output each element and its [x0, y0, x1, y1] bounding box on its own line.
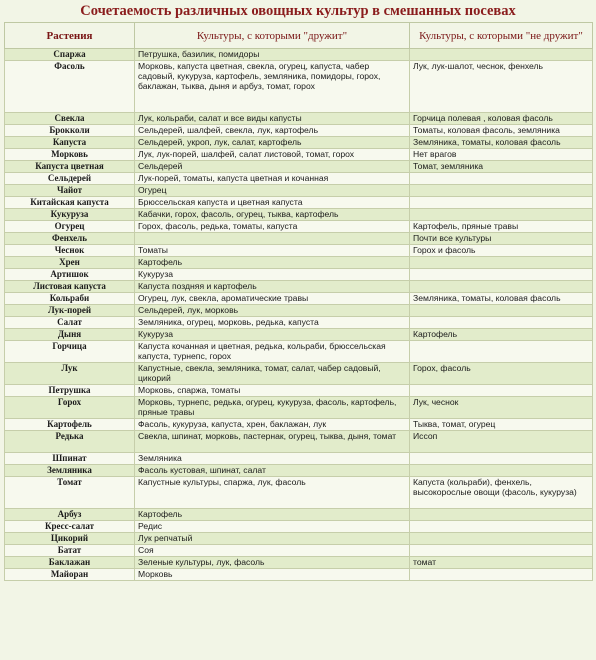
- friends-cell: Картофель: [135, 257, 410, 269]
- enemies-cell: [410, 453, 593, 465]
- friends-cell: Горох, фасоль, редька, томаты, капуста: [135, 221, 410, 233]
- table-row: [5, 453, 593, 465]
- friends-cell: Сельдерей, шалфей, свекла, лук, картофель: [135, 125, 410, 137]
- enemies-cell: Лук, чеснок: [410, 397, 593, 419]
- enemies-cell: Горчица полевая , коловая фасоль: [410, 113, 593, 125]
- plant-cell: Чайот: [5, 185, 135, 197]
- plant-cell: Капуста цветная: [5, 161, 135, 173]
- enemies-cell: Иссоп: [410, 431, 593, 453]
- enemies-cell: [410, 385, 593, 397]
- friends-cell: Морковь, спаржа, томаты: [135, 385, 410, 397]
- friends-cell: Морковь: [135, 569, 410, 581]
- friends-cell: Земляника, огурец, морковь, редька, капуста: [135, 317, 410, 329]
- plant-cell: Сельдерей: [5, 173, 135, 185]
- table-row: [5, 569, 593, 581]
- friends-cell: Сельдерей, укроп, лук, салат, картофель: [135, 137, 410, 149]
- compatibility-table: [4, 22, 593, 581]
- friends-cell: Огурец: [135, 185, 410, 197]
- table-row: [5, 137, 593, 149]
- plant-cell: Кукуруза: [5, 209, 135, 221]
- plant-cell: Лук-порей: [5, 305, 135, 317]
- plant-cell: Батат: [5, 545, 135, 557]
- plant-cell: Майоран: [5, 569, 135, 581]
- plant-cell: Кольраби: [5, 293, 135, 305]
- table-row: [5, 293, 593, 305]
- plant-cell: Салат: [5, 317, 135, 329]
- plant-cell: Томат: [5, 477, 135, 509]
- friends-cell: Фасоль кустовая, шпинат, салат: [135, 465, 410, 477]
- table-row: [5, 521, 593, 533]
- plant-cell: Морковь: [5, 149, 135, 161]
- table-row: [5, 61, 593, 113]
- enemies-cell: [410, 281, 593, 293]
- enemies-cell: [410, 521, 593, 533]
- plant-cell: Дыня: [5, 329, 135, 341]
- enemies-cell: [410, 257, 593, 269]
- table-row: [5, 233, 593, 245]
- enemies-cell: [410, 545, 593, 557]
- friends-cell: Морковь, капуста цветная, свекла, огурец, капуста, чабер садовый, кукуруза, картофель, земляника, помидоры, горох, баклажан, тыква, дыня и арбуз, томат, горох: [135, 61, 410, 113]
- enemies-cell: Томат, земляника: [410, 161, 593, 173]
- plant-cell: Картофель: [5, 419, 135, 431]
- enemies-cell: Тыква, томат, огурец: [410, 419, 593, 431]
- table-row: [5, 113, 593, 125]
- plant-cell: Лук: [5, 363, 135, 385]
- table-row: [5, 465, 593, 477]
- plant-cell: Петрушка: [5, 385, 135, 397]
- friends-cell: Лук, лук-порей, шалфей, салат листовой, томат, горох: [135, 149, 410, 161]
- enemies-cell: Нет врагов: [410, 149, 593, 161]
- enemies-cell: Капуста (кольраби), фенхель, высокорослые овощи (фасоль, кукуруза): [410, 477, 593, 509]
- friends-cell: Сельдерей: [135, 161, 410, 173]
- page-title: Сочетаемость различных овощных культур в смешанных посевах: [80, 3, 516, 19]
- friends-cell: Свекла, шпинат, морковь, пастернак, огурец, тыква, дыня, томат: [135, 431, 410, 453]
- plant-cell: Баклажан: [5, 557, 135, 569]
- table-row: [5, 305, 593, 317]
- plant-cell: Шпинат: [5, 453, 135, 465]
- plant-cell: Фенхель: [5, 233, 135, 245]
- table-row: [5, 221, 593, 233]
- friends-cell: Морковь, турнепс, редька, огурец, кукуруза, фасоль, картофель, пряные травы: [135, 397, 410, 419]
- enemies-cell: [410, 465, 593, 477]
- plant-cell: Горох: [5, 397, 135, 419]
- plant-cell: Артишок: [5, 269, 135, 281]
- plant-cell: Земляника: [5, 465, 135, 477]
- friends-cell: Кабачки, горох, фасоль, огурец, тыква, картофель: [135, 209, 410, 221]
- friends-cell: Кукуруза: [135, 329, 410, 341]
- header-enemies: Культуры, с которыми "не дружит": [410, 23, 593, 49]
- friends-cell: Зеленые культуры, лук, фасоль: [135, 557, 410, 569]
- table-row: [5, 49, 593, 61]
- enemies-cell: [410, 173, 593, 185]
- table-row: [5, 419, 593, 431]
- friends-cell: Кукуруза: [135, 269, 410, 281]
- friends-cell: Лук-порей, томаты, капуста цветная и кочанная: [135, 173, 410, 185]
- table-row: [5, 125, 593, 137]
- enemies-cell: Земляника, томаты, коловая фасоль: [410, 137, 593, 149]
- plant-cell: Редька: [5, 431, 135, 453]
- friends-cell: Петрушка, базилик, помидоры: [135, 49, 410, 61]
- table-row: [5, 173, 593, 185]
- table-row: [5, 557, 593, 569]
- friends-cell: Капустные, свекла, земляника, томат, салат, чабер садовый, цикорий: [135, 363, 410, 385]
- friends-cell: Редис: [135, 521, 410, 533]
- plant-cell: Листовая капуста: [5, 281, 135, 293]
- enemies-cell: томат: [410, 557, 593, 569]
- friends-cell: Брюссельская капуста и цветная капуста: [135, 197, 410, 209]
- friends-cell: Лук репчатый: [135, 533, 410, 545]
- table-row: [5, 269, 593, 281]
- enemies-cell: Горох, фасоль: [410, 363, 593, 385]
- friends-cell: Фасоль, кукуруза, капуста, хрен, баклажан, лук: [135, 419, 410, 431]
- friends-cell: Томаты: [135, 245, 410, 257]
- enemies-cell: [410, 341, 593, 363]
- friends-cell: Капустные культуры, спаржа, лук, фасоль: [135, 477, 410, 509]
- plant-cell: Цикорий: [5, 533, 135, 545]
- table-row: [5, 385, 593, 397]
- enemies-cell: Земляника, томаты, коловая фасоль: [410, 293, 593, 305]
- table-row: [5, 509, 593, 521]
- header-friends: Культуры, с которыми "дружит": [135, 23, 410, 49]
- enemies-cell: [410, 569, 593, 581]
- enemies-cell: Горох и фасоль: [410, 245, 593, 257]
- header-plants: Растения: [5, 23, 135, 49]
- friends-cell: Капуста кочанная и цветная, редька, кольраби, брюссельская капуста, турнепс, горох: [135, 341, 410, 363]
- enemies-cell: [410, 533, 593, 545]
- enemies-cell: [410, 317, 593, 329]
- enemies-cell: [410, 185, 593, 197]
- enemies-cell: Томаты, коловая фасоль, земляника: [410, 125, 593, 137]
- plant-cell: Огурец: [5, 221, 135, 233]
- friends-cell: [135, 233, 410, 245]
- plant-cell: Спаржа: [5, 49, 135, 61]
- enemies-cell: [410, 209, 593, 221]
- plant-cell: Хрен: [5, 257, 135, 269]
- table-row: [5, 161, 593, 173]
- plant-cell: Китайская капуста: [5, 197, 135, 209]
- plant-cell: Фасоль: [5, 61, 135, 113]
- table-row: [5, 397, 593, 419]
- friends-cell: Огурец, лук, свекла, ароматические травы: [135, 293, 410, 305]
- plant-cell: Свекла: [5, 113, 135, 125]
- friends-cell: Соя: [135, 545, 410, 557]
- friends-cell: Лук, кольраби, салат и все виды капусты: [135, 113, 410, 125]
- table-header-row: [5, 23, 593, 49]
- enemies-cell: Почти все культуры: [410, 233, 593, 245]
- table-row: [5, 329, 593, 341]
- friends-cell: Сельдерей, лук, морковь: [135, 305, 410, 317]
- friends-cell: Картофель: [135, 509, 410, 521]
- enemies-cell: [410, 197, 593, 209]
- table-row: [5, 185, 593, 197]
- plant-cell: Арбуз: [5, 509, 135, 521]
- table-row: [5, 477, 593, 509]
- table-row: [5, 209, 593, 221]
- plant-cell: Капуста: [5, 137, 135, 149]
- enemies-cell: [410, 269, 593, 281]
- table-row: [5, 281, 593, 293]
- table-body: [5, 49, 593, 581]
- table-row: [5, 257, 593, 269]
- enemies-cell: Картофель: [410, 329, 593, 341]
- table-row: [5, 341, 593, 363]
- friends-cell: Земляника: [135, 453, 410, 465]
- plant-cell: Брокколи: [5, 125, 135, 137]
- enemies-cell: Картофель, пряные травы: [410, 221, 593, 233]
- table-row: [5, 197, 593, 209]
- friends-cell: Капуста поздняя и картофель: [135, 281, 410, 293]
- plant-cell: Кресс-салат: [5, 521, 135, 533]
- enemies-cell: [410, 49, 593, 61]
- plant-cell: Чеснок: [5, 245, 135, 257]
- table-row: [5, 545, 593, 557]
- enemies-cell: [410, 509, 593, 521]
- table-row: [5, 245, 593, 257]
- table-row: [5, 149, 593, 161]
- table-row: [5, 431, 593, 453]
- table-row: [5, 317, 593, 329]
- enemies-cell: Лук, лук-шалот, чеснок, фенхель: [410, 61, 593, 113]
- plant-cell: Горчица: [5, 341, 135, 363]
- enemies-cell: [410, 305, 593, 317]
- table-row: [5, 363, 593, 385]
- table-row: [5, 533, 593, 545]
